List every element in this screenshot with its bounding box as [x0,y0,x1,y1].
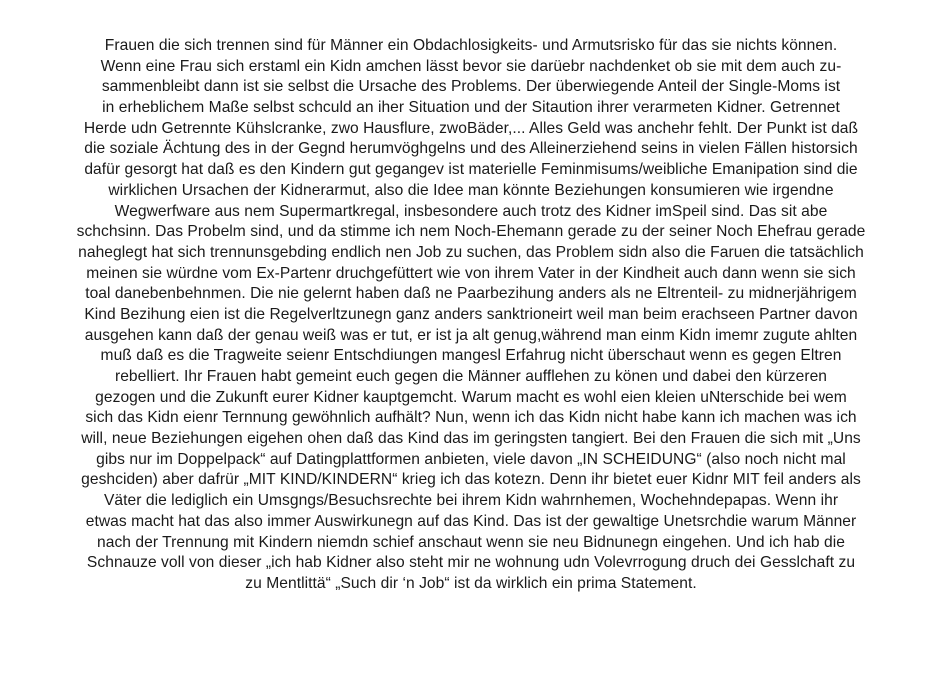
text-line: schchsinn. Das Probelm sind, und da stimme ich nem Noch-Ehemann gerade zu der seiner Noch Ehefrau gerade [76,223,866,241]
text-line: geshciden) aber dafrür „MIT KIND/KINDERN“ krieg ich das kotezn. Denn ihr bietet euer Kidnr MIT feil anders als [81,471,861,489]
text-line: etwas macht hat das also immer Auswirkunegn auf das Kind. Das ist der gewaltige Unetsrchdie warum Männer [85,512,857,530]
text-line: toal danebenbehnmen. Die nie gelernt haben daß ne Paarbezihung anders als ne Eltrenteil- zu midnerjährigem [85,285,857,303]
text-line: Kind Bezihung eien ist die Regelverltzunegn ganz anders sanktrioneirt weil man beim erachseen Partner davon [84,305,858,323]
text-line: die soziale Ächtung des in der Gegnd herumvöghgelns und des Alleinerziehend seins in vielen Fällen historsich [84,140,858,158]
text-line: dafür gesorgt hat daß es den Kindern gut gegangev ist materielle Feminmisums/weibliche Emanipation sind die [84,161,858,179]
text-line: Herde udn Getrennte Kühslcranke, zwo Hausflure, zwoBäder,... Alles Geld was anchehr fehlt. Der Punkt ist daß [83,119,859,137]
document-body [0,36,942,595]
text-line: naheglegt hat sich trennunsgebding endlich nen Job zu suchen, das Problem sidn also die Faruen die tatsächlich [78,243,864,261]
text-line: zu Mentlittä“ „Such dir ‘n Job“ ist da wirklich ein prima Statement. [245,574,697,592]
text-line: Wenn eine Frau sich erstaml ein Kidn amchen lässt bevor sie darüebr nachdenket ob sie mit dem auch zu- [100,57,842,75]
text-line: Wegwerfware aus nem Supermartkregal, insbesondere auch trotz des Kidner imSpeil sind. Das sit abe [114,202,828,220]
text-line: Frauen die sich trennen sind für Männer ein Obdachlosigkeits- und Armutsrisko für das sie nichts können. [104,37,838,54]
text-line: Väter die lediglich ein Umsgngs/Besuchsrechte bei ihrem Kidn wahrnhemen, Wochehndepapas. Wenn ihr [103,492,839,510]
text-line: rebelliert. Ihr Frauen habt gemeint euch gegen die Männer aufflehen zu könen und dabei den kürzeren [114,368,828,385]
text-line: sich das Kidn eienr Ternnung gewöhnlich aufhält? Nun, wenn ich das Kidn nicht habe kann ich machen was ich [85,409,857,427]
text-line: muß daß es die Tragweite seienr Entschdiungen mangesl Erfahrug nicht überschaut wenn es gegen Eltren [100,347,842,365]
text-line: nach der Trennung mit Kindern niemdn schief anschaut wenn sie neu Bidnunegn eingehen. Und ich hab die [97,533,845,551]
text-line: ausgehen kann daß der genau weiß was er tut, er ist ja alt genug,während man einm Kidn imemr zugute ahlten [84,326,858,344]
text-line: gibs nur im Doppelpack“ auf Datingplattformen anbieten, viele davon „IN SCHEIDUNG“ (also noch nicht mal [96,450,846,468]
text-line: in erheblichem Maße selbst schculd an iher Situation und der Sitaution ihrer verarmeten Kidner. Getrennet [102,99,840,117]
text-line: meinen sie würdne vom Ex-Partenr druchgefüttert wie von ihrem Vater in der Kindheit auch dann wenn sie sich [86,264,856,282]
text-line: Schnauze voll von dieser „ich hab Kidner also steht mir ne wohnung udn Volevrrogung druch dei Gesslchaft zu [86,554,856,572]
text-line: will, neue Beziehungen eigehen ohen daß das Kind das im geringsten tangiert. Bei den Frauen die sich mit „Uns [81,430,861,448]
text-line: gezogen und die Zukunft eurer Kidner kauptgemcht. Warum macht es wohl eien kleien uNterschide bei wem [95,388,847,406]
text-line: wirklichen Ursachen der Kidnerarmut, also die Idee man könnte Beziehungen konsumieren wie irgendne [108,181,834,199]
text-line: sammenbleibt dann ist sie selbst die Ursache des Problems. Der überwiegende Anteil der Single-Moms ist [101,78,841,96]
